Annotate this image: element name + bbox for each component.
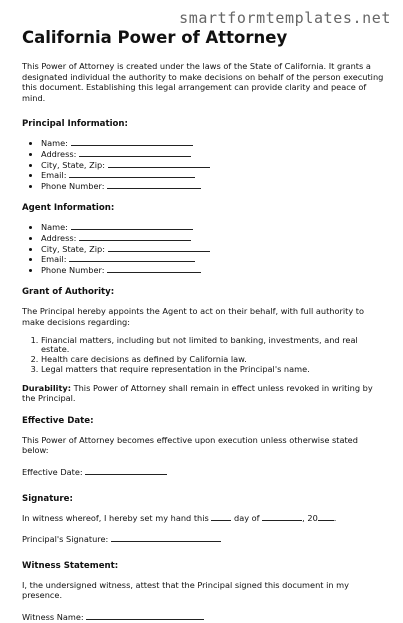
agent-city-line[interactable]: [108, 244, 210, 252]
agent-name-field[interactable]: • Name:: [41, 222, 384, 233]
signature-month-line[interactable]: [262, 513, 302, 521]
grant-item: 1. Financial matters, including but not limited to banking, investments, and real estate.: [41, 336, 384, 356]
principal-city-field[interactable]: • City, State, Zip:: [41, 160, 384, 171]
signature-day-line[interactable]: [211, 513, 231, 521]
document-title: California Power of Attorney: [22, 28, 288, 47]
agent-fields: [22, 222, 384, 275]
principal-address-line[interactable]: [79, 149, 191, 157]
effective-date-field[interactable]: Effective Date:: [22, 467, 384, 478]
document: [22, 28, 384, 623]
principal-email-field[interactable]: • Email:: [41, 170, 384, 181]
grant-heading: Grant of Authority:: [22, 287, 115, 298]
agent-address-field[interactable]: • Address:: [41, 233, 384, 244]
effective-date-line[interactable]: [85, 467, 167, 475]
principal-name-field[interactable]: • Name:: [41, 138, 384, 149]
principal-email-line[interactable]: [69, 170, 195, 178]
agent-phone-field[interactable]: • Phone Number:: [41, 265, 384, 276]
principal-phone-line[interactable]: [107, 181, 201, 189]
principal-phone-field[interactable]: • Phone Number:: [41, 181, 384, 192]
grant-list: [22, 336, 384, 375]
watermark: smartformtemplates.net: [179, 9, 391, 27]
witness-statement: I, the undersigned witness, attest that the Principal signed this document in my presence.: [22, 579, 349, 601]
durability-paragraph: [22, 383, 384, 404]
principal-city-line[interactable]: [108, 160, 210, 168]
agent-phone-line[interactable]: [107, 265, 201, 273]
witness-name-field[interactable]: Witness Name:: [22, 612, 384, 623]
agent-email-line[interactable]: [69, 254, 195, 262]
principal-signature-field[interactable]: Principal's Signature:: [22, 534, 384, 545]
durability-text: This Power of Attorney shall remain in effect unless revoked in writing by the Principal.: [22, 382, 373, 404]
grant-text: The Principal hereby appoints the Agent to act on their behalf, with full authority to make decisions regarding:: [22, 306, 365, 327]
grant-item: 3. Legal matters that require representation in the Principal's name.: [41, 365, 384, 375]
durability-label: Durability:: [22, 382, 71, 393]
signature-heading: Signature:: [22, 493, 73, 504]
effective-date-text: This Power of Attorney becomes effective upon execution unless otherwise stated below:: [22, 434, 358, 456]
signature-year-line[interactable]: [318, 513, 334, 521]
effective-date-heading: Effective Date:: [22, 415, 94, 426]
agent-city-field[interactable]: • City, State, Zip:: [41, 244, 384, 255]
principal-heading: Principal Information:: [22, 119, 128, 130]
agent-email-field[interactable]: • Email:: [41, 254, 384, 265]
witness-name-line[interactable]: [86, 612, 204, 620]
grant-item: 2. Health care decisions as defined by California law.: [41, 355, 384, 365]
agent-heading: Agent Information:: [22, 203, 115, 214]
principal-name-line[interactable]: [71, 138, 193, 146]
intro-paragraph: This Power of Attorney is created under the laws of the State of California. It grants a designated individual the authority to make decisions on behalf of the person executing this document. Establishing this legal arrangement can provide clarity and peace of mind.: [22, 61, 384, 103]
witness-heading: Witness Statement:: [22, 560, 119, 571]
signature-statement: In witness whereof, I hereby set my hand this day of , 20 .: [22, 512, 337, 523]
agent-name-line[interactable]: [71, 222, 193, 230]
principal-fields: [22, 138, 384, 191]
principal-signature-line[interactable]: [111, 534, 221, 542]
principal-address-field[interactable]: • Address:: [41, 149, 384, 160]
agent-address-line[interactable]: [79, 233, 191, 241]
